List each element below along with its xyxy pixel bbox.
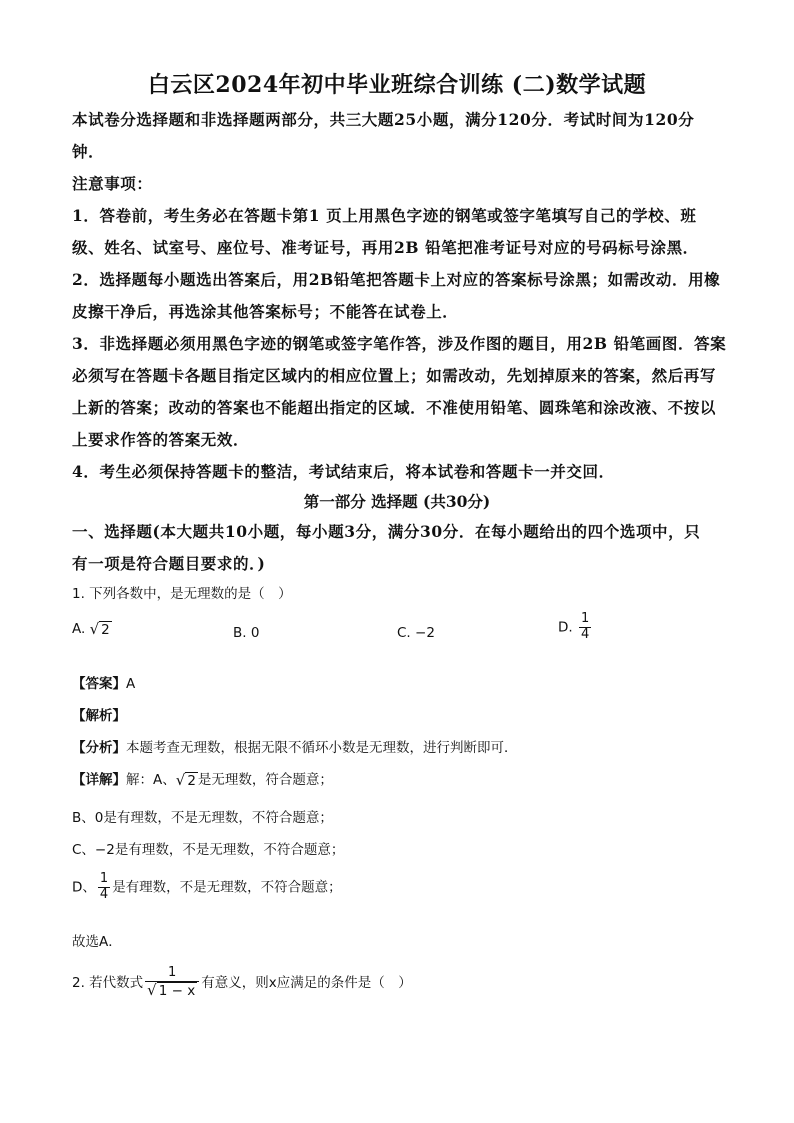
page-title: 白云区2024年初中毕业班综合训练 (二)数学试题 [147,72,647,98]
note-3-line-4: 上要求作答的答案无效． [72,430,250,449]
q2-fraction-radicand: 1 − x [158,982,196,999]
xiangjie-d-suffix: 是有理数，不是无理数，不符合题意； [112,879,342,896]
part1-instruction-line-2: 有一项是符合题目要求的．) [72,554,266,573]
q1-xiangjie-d [72,872,342,903]
q1-fenxi [72,736,518,756]
q1-answer [72,672,135,692]
q1-option-a [72,620,112,638]
xiangjie-d-numerator: 1 [99,871,109,886]
answer-value: A [126,676,136,692]
q1-option-d-numerator: 1 [580,611,590,626]
sqrt-symbol: √ 1 − x [147,980,196,999]
q2-stem-prefix: 2. 若代数式 [72,974,144,991]
fenxi-text: 本题考查无理数，根据无限不循环小数是无理数，进行判断即可． [126,740,518,756]
q1-option-b: B. 0 [233,625,260,641]
fenxi-tag: 【分析】 [72,740,126,756]
intro-line-1: 本试卷分选择题和非选择题两部分，共三大题25小题，满分120分．考试时间为120分 [72,110,695,129]
note-1-line-1: 1．答卷前，考生务必在答题卡第1 页上用黑色字迹的钢笔或签字笔填写自己的学校、班 [72,206,697,225]
q2-fraction-numerator: 1 [168,965,177,980]
note-2-line-1: 2．选择题每小题选出答案后，用2B铅笔把答题卡上对应的答案标号涂黑；如需改动．用橡 [72,270,721,289]
intro-line-2: 钟． [72,142,105,161]
q2-fraction [145,966,199,1000]
note-2-line-2: 皮擦干净后，再选涂其他答案标号；不能答在试卷上． [72,302,459,321]
xiangjie-d-prefix: D、 [72,879,96,896]
sqrt-symbol: √ 2 [89,620,110,638]
note-3-line-3: 上新的答案；改动的答案也不能超出指定的区域．不准使用铅笔、圆珠笔和涂改液、不按以 [72,398,717,417]
q1-analysis-tag [72,704,126,724]
xiangjie-a-radicand: 2 [187,773,196,789]
q1-stem: 1. 下列各数中，是无理数的是（ ） [72,586,292,602]
q2-fraction-denominator [145,981,199,1000]
xiangjie-a-suffix: 是无理数，符合题意； [197,772,333,788]
sqrt-symbol: √ 2 [175,771,196,789]
q1-option-a-radicand: 2 [101,622,110,638]
q2-stem [72,966,412,1000]
q1-xiangjie-a [72,768,333,789]
analysis-tag: 【解析】 [72,708,126,724]
part1-heading: 第一部分 选择题 (共30分) [303,492,491,511]
note-3-line-2: 必须写在答题卡各题目指定区域内的相应位置上；如需改动，先划掉原来的答案，然后再写 [72,366,717,385]
q1-option-c: C. −2 [397,625,435,641]
note-3-line-1: 3．非选择题必须用黑色字迹的钢笔或签字笔作答，涉及作图的题目，用2B 铅笔画图．答案 [72,334,727,353]
q1-xiangjie-c: C、−2是有理数，不是无理数，不符合题意； [72,842,345,858]
q1-option-d-label: D. [558,619,573,636]
xiangjie-d-denominator: 4 [99,886,109,902]
q1-option-d-fraction [579,612,591,643]
note-1-line-2: 级、姓名、试室号、座位号、准考证号，再用2B 铅笔把准考证号对应的号码标号涂黑． [72,238,699,257]
q1-option-a-label: A. [72,621,86,637]
notes-heading: 注意事项： [72,174,153,193]
part1-instruction-line-1: 一、选择题(本大题共10小题，每小题3分，满分30分．在每小题给出的四个选项中，只 [72,522,701,541]
q1-conclusion: 故选A． [72,934,122,950]
answer-tag: 【答案】 [72,676,126,692]
xiangjie-a-prefix: 解：A、 [126,772,176,788]
q1-option-d-denominator: 4 [580,626,590,642]
q1-option-d [558,612,593,643]
note-4-line-1: 4．考生必须保持答题卡的整洁，考试结束后，将本试卷和答题卡一并交回． [72,462,615,481]
xiangjie-tag: 【详解】 [72,772,126,788]
xiangjie-d-fraction [98,872,110,903]
q1-xiangjie-b: B、0是有理数，不是无理数，不符合题意； [72,810,333,826]
q2-stem-suffix: 有意义，则x应满足的条件是（ ） [201,974,412,991]
